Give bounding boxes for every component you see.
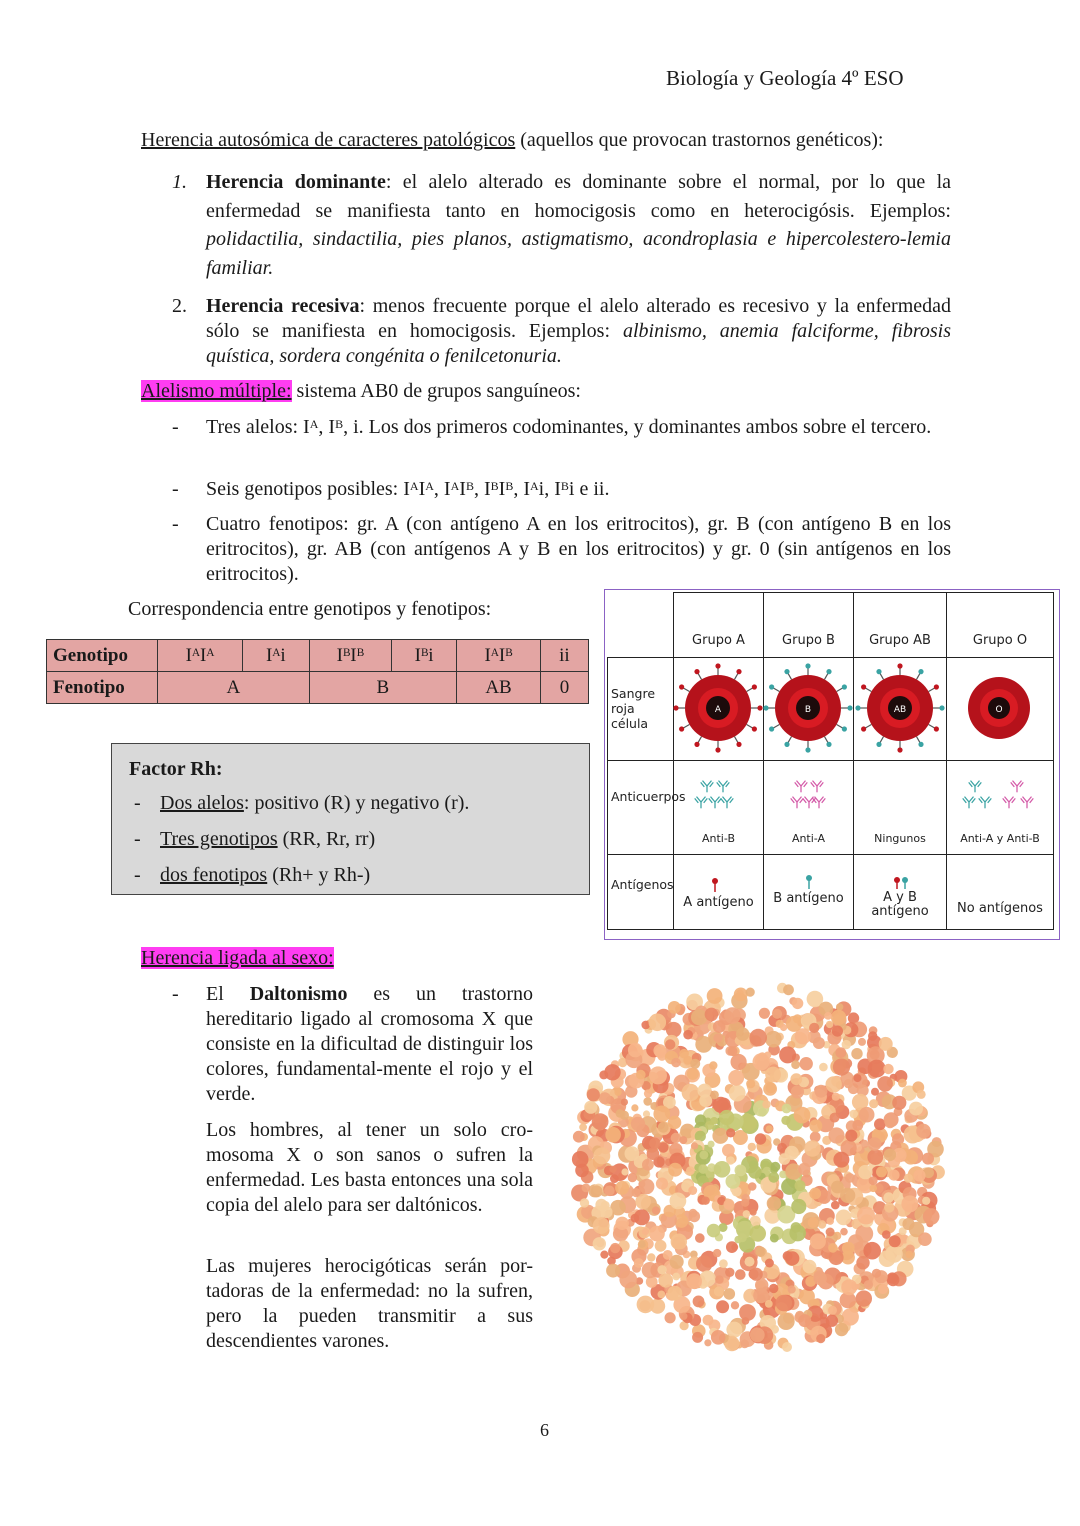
column-header: Grupo O [946,592,1054,658]
phenotype-label: Fenotipo [47,672,158,704]
ishihara-plate-image [568,978,948,1358]
cell-letter: B [804,705,812,715]
genotype-cell: IᴬIᴮ [457,640,541,672]
rh-item: - Tres genotipos (RR, Rr, rr) [134,828,376,850]
genotype-cell: Iᴬi [243,640,310,672]
phenotype-cell: AB [457,672,541,704]
genotype-cell: Iᴮi [391,640,456,672]
genotype-cell: IᴮIᴮ [309,640,391,672]
recessive-term: Herencia recesiva [206,295,360,317]
genotype-cell: ii [540,640,588,672]
rh-title: Factor Rh: [129,758,223,780]
dominant-item: 1. Herencia dominante: el alelo alterado es dominante sobre el normal, por lo que la enfermedad se manifiesta tanto en homocigosis como en heterocigósis. Ejemplos: polidactilia, sindactilia, pies planos, astigmatismo, acondroplasia e hipercolestero-lemia familiar. [172,171,952,279]
alleles-item: - Tres alelos: $I^A$, $I^B$, i. Los dos primeros codominantes, y dominantes ambos sobre el tercero. [172,416,932,438]
cell-letter: AB [893,705,907,715]
women-paragraph: Las mujeres herocigóticas serán por-tadoras de la enfermedad: no la sufren, pero la pueden transmitir a sus descendientes varones. [206,1255,533,1352]
antibody-cell: Ningunos [853,760,947,855]
men-paragraph: Los hombres, al tener un solo cro-mosoma X o son sanos o sufren la enfermedad. Les basta entonces una sola copia del alelo para ser daltónicos. [206,1119,533,1216]
autosomal-title-suffix: (aquellos que provocan trastornos genéticos): [515,129,884,151]
cell-letter: A [714,705,722,715]
genotype-cell: IᴬIᴬ [158,640,243,672]
page-header: Biología y Geología 4º ESO [666,66,904,90]
column-header: Grupo AB [853,592,947,658]
daltonism-term: Daltonismo [249,983,348,1005]
rh-factor-box [111,743,590,895]
dominant-examples: polidactilia, sindactilia, pies planos, astigmatismo, acondroplasia e hipercolestero-lemia familiar. [206,228,951,279]
antibody-cell: Anti-A y Anti-B [946,760,1054,855]
multiple-title: Alelismo múltiple: [141,380,292,402]
genotypes-item: - Seis genotipos posibles: $I^AI^A$, $I^AI^B$, $I^BI^B$, $I^Ai$, $I^Bi$ e ii. [172,478,610,500]
sex-linked-heading [141,946,334,971]
antigen-cell: A antígeno [673,854,764,930]
abo-blood-groups-figure [604,589,1060,940]
antibody-icons [695,781,1034,809]
page-number: 6 [540,1420,549,1440]
genotype-label: Genotipo [47,640,158,672]
phenotypes-item: - Cuatro fenotipos: gr. A (con antígeno A en los eritrocitos), gr. B (con antígeno B en los eritrocitos), gr. AB (con antígenos A y B en los eritrocitos) y gr. 0 (sin antígenos en los eritrocitos). [172,513,951,585]
antigen-cell: No antígenos [946,854,1054,930]
recessive-item: 2. Herencia recesiva: menos frecuente porque el alelo alterado es recesivo y la enfermedad sólo se manifiesta en homocigosis. Ejemplos: albinismo, anemia falciforme, fibrosis quística, sordera congénita o fenilcetonuria. [172,295,952,367]
antigen-cell: B antígeno [763,854,854,930]
phenotype-row [47,672,589,704]
cell-letter: O [995,705,1003,715]
antibody-cell: Anti-B [673,760,764,855]
autosomal-heading [141,128,961,153]
phenotype-cell: 0 [540,672,588,704]
column-header: Grupo B [763,592,854,658]
antigen-cell: A y B antígeno [853,854,947,930]
multiple-heading: Alelismo múltiple: sistema AB0 de grupos sanguíneos: [141,380,581,402]
daltonism-paragraph: - El Daltonismo es un trastorno hereditario ligado al cromosoma X que consiste en la dificultad de distinguir los colores, fundamental-mente el rojo y el verde. [172,983,533,1105]
abo-drawings [605,590,1061,941]
row-label-cell: Anticuerpos [607,760,674,855]
column-header: Grupo A [673,592,764,658]
row-label-cell: Antígenos [607,854,674,930]
genotype-phenotype-table [46,639,589,704]
recessive-examples: albinismo, anemia falciforme, fibrosis quística, sordera congénita o fenilcetonuria. [206,320,951,367]
autosomal-title: Herencia autosómica de caracteres patológicos [141,129,516,151]
row-label-cell: Sangre roja célula [607,657,674,761]
antigen-icons [712,875,908,892]
antibody-cell: Anti-A [763,760,854,855]
rh-item: - dos fenotipos (Rh+ y Rh-) [134,864,371,886]
rh-item: - Dos alelos: positivo (R) y negativo (r). [134,792,470,814]
genotype-row [47,640,589,672]
phenotype-cell: B [309,672,457,704]
dominant-term: Herencia dominante [206,171,386,193]
sex-linked-title: Herencia ligada al sexo: [141,947,334,969]
correspondence-label: Correspondencia entre genotipos y fenotipos: [128,598,492,620]
phenotype-cell: A [158,672,310,704]
